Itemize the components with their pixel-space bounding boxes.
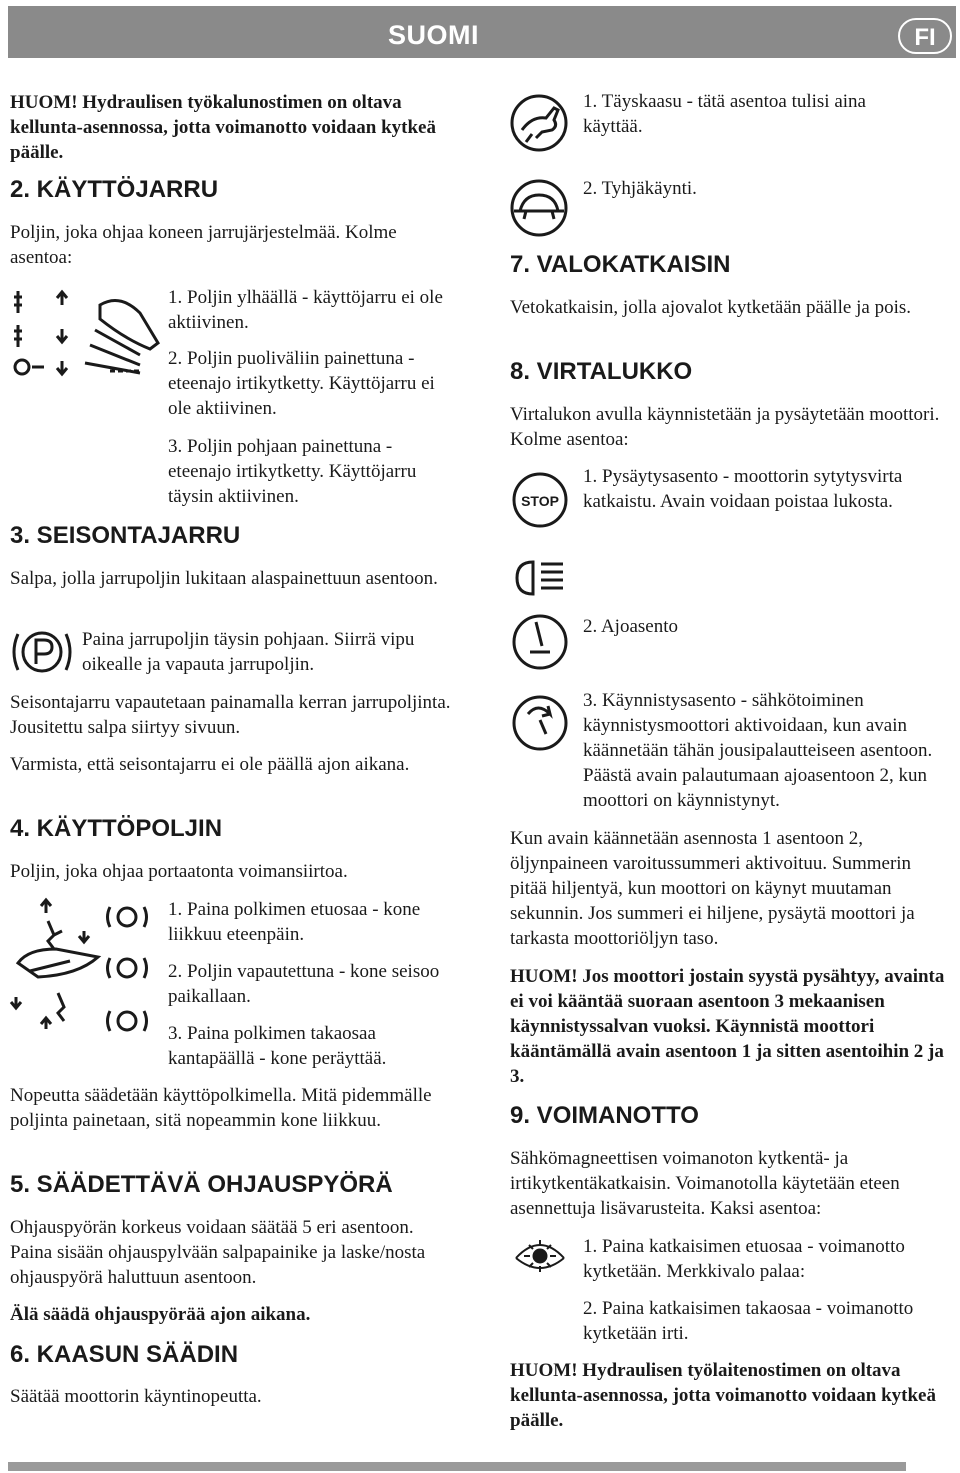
section-6-title: 6. KAASUN SÄÄDIN: [10, 1341, 239, 1368]
section-7-title: 7. VALOKATKAISIN: [510, 251, 731, 278]
pto-position-1: 1. Paina katkaisimen etuosaa - voimanotto kytketään. Merkkivalo palaa:: [583, 1236, 905, 1282]
drive-pedal-illustration: [10, 895, 165, 1035]
brake-position-2: 2. Poljin puoliväliin painettuna - eteenajo irtikytketty. Käyttöjarru ei ole aktiivinen.: [168, 348, 435, 419]
footer-bar: [8, 1462, 906, 1471]
throttle-position-2: 2. Tyhjäkäynti.: [583, 178, 697, 199]
turtle-icon: [508, 177, 570, 239]
section-9-title: 9. VOIMANOTTO: [510, 1102, 699, 1129]
run-key-icon: [510, 612, 570, 672]
section-4-speed: Nopeutta säädetään käyttöpolkimella. Mitä pidemmälle poljinta painetaan, sitä nopeammin kone liikkuu.: [10, 1085, 432, 1131]
headlight-icon: [515, 558, 567, 598]
note-bottom: HUOM! Hydraulisen työlaitenostimen on oltava kellunta-asennossa, jotta voimanotto voidaan kytkeä päälle.: [510, 1360, 936, 1431]
brake-pedal-illustration: [10, 285, 170, 380]
key-position-3: 3. Käynnistysasento - sähkötoiminen käynnistysmoottori aktivoidaan, kun avain käännetään tähän jousipalautteiseen asentoon. Päästä avain palautumaan ajoasentoon 2, kun moottori on käynnistynyt.: [583, 690, 933, 811]
section-4-intro: Poljin, joka ohjaa portaatonta voimansiirtoa.: [10, 861, 348, 882]
parking-brake-icon: [10, 624, 74, 680]
page-header: [8, 6, 956, 58]
section-8-intro: Virtalukon avulla käynnistetään ja pysäytetään moottori. Kolme asentoa:: [510, 404, 940, 450]
brake-position-1: 1. Poljin ylhäällä - käyttöjarru ei ole aktiivinen.: [168, 287, 443, 333]
pto-position-2: 2. Paina katkaisimen takaosaa - voimanotto kytketään irti.: [583, 1298, 914, 1344]
section-6-text: Säätää moottorin käyntinopeutta.: [10, 1386, 262, 1407]
brake-position-3: 3. Poljin pohjaan painettuna - eteenajo irtikytketty. Käyttöjarru täysin aktiivinen.: [168, 436, 417, 507]
pto-icon: [512, 1236, 568, 1280]
stop-label: STOP: [521, 493, 559, 509]
section-2-intro: Poljin, joka ohjaa koneen jarrujärjestelmää. Kolme asentoa:: [10, 222, 397, 268]
section-3-title: 3. SEISONTAJARRU: [10, 522, 241, 549]
drive-position-3: 3. Paina polkimen takaosaa kantapäällä - kone peräyttää.: [168, 1023, 387, 1069]
key-position-2: 2. Ajoasento: [583, 616, 678, 637]
section-8-note: HUOM! Jos moottori jostain syystä pysähtyy, avainta ei voi kääntää suoraan asentoon 3 mekaanisen käynnistyssalvan vuoksi. Käynnistä moottori kääntämällä avain asentoon 1 ja sitten asentoihin 2 ja 3.: [510, 966, 945, 1087]
note-top: HUOM! Hydraulisen työkalunostimen on oltava kellunta-asennossa, jotta voimanotto voidaan kytkeä päälle.: [10, 92, 436, 163]
language-badge: FI: [898, 18, 952, 54]
stop-key-icon: [510, 470, 570, 530]
section-9-text: Sähkömagneettisen voimanoton kytkentä- ja irtikytkentäkatkaisin. Voimanotolla käytetään eteen asennettuja lisävarusteita. Kaksi asentoa:: [510, 1148, 900, 1219]
section-3-intro: Salpa, jolla jarrupoljin lukitaan alaspainettuun asentoon.: [10, 568, 438, 589]
section-4-title: 4. KÄYTTÖPOLJIN: [10, 815, 223, 842]
start-key-icon: [510, 690, 570, 752]
section-5-title: 5. SÄÄDETTÄVÄ OHJAUSPYÖRÄ: [10, 1171, 393, 1198]
section-8-buzzer: Kun avain käännetään asennosta 1 asentoon 2, öljynpaineen varoitussummeri aktivoituu. Summerin pitää hiljentyä, kun moottori on käynyt muutaman sekunnin. Jos summeri ei hiljene, pysäytä moottori ja tarkasta moottoriöljyn taso.: [510, 828, 915, 949]
section-5-text: Ohjauspyörän korkeus voidaan säätää 5 eri asentoon. Paina sisään ohjauspylvään salpapainike ja laske/nosta ohjauspyörä haluttuun asentoon.: [10, 1217, 426, 1288]
hare-icon: [508, 92, 570, 154]
section-5-warning: Älä säädä ohjauspyörää ajon aikana.: [10, 1304, 311, 1325]
throttle-position-1: 1. Täyskaasu - tätä asentoa tulisi aina käyttää.: [583, 91, 866, 137]
section-3-warning: Varmista, että seisontajarru ei ole päällä ajon aikana.: [10, 754, 410, 775]
section-8-title: 8. VIRTALUKKO: [510, 358, 693, 385]
key-position-1: 1. Pysäytysasento - moottorin sytytysvirta katkaistu. Avain voidaan poistaa lukosta.: [583, 466, 903, 512]
language-title: SUOMI: [388, 20, 480, 50]
section-7-text: Vetokatkaisin, jolla ajovalot kytketään päälle ja pois.: [510, 297, 911, 318]
parking-brake-text: Paina jarrupoljin täysin pohjaan. Siirrä vipu oikealle ja vapauta jarrupoljin.: [82, 629, 415, 675]
section-2-title: 2. KÄYTTÖJARRU: [10, 176, 219, 203]
drive-position-1: 1. Paina polkimen etuosaa - kone liikkuu eteenpäin.: [168, 899, 421, 945]
drive-position-2: 2. Poljin vapautettuna - kone seisoo paikallaan.: [168, 961, 440, 1007]
section-3-release: Seisontajarru vapautetaan painamalla kerran jarrupoljinta. Jousitettu salpa siirtyy sivuun.: [10, 692, 451, 738]
